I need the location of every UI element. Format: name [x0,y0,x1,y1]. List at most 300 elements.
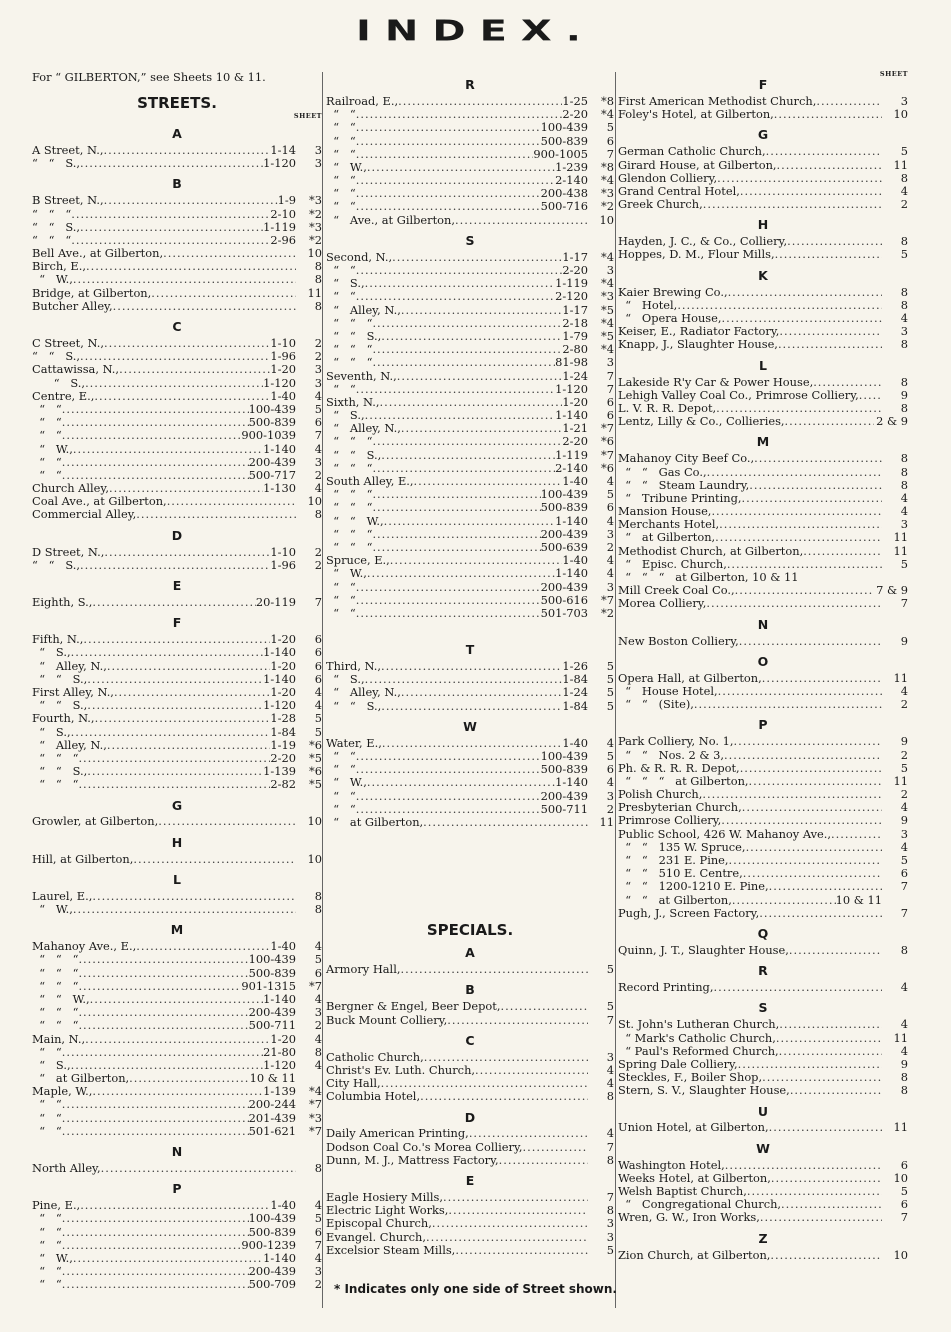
entry-name: “ W., [326,775,367,790]
dot-leader [71,726,271,739]
entry-name: “ Hotel, [618,297,678,312]
sheet-number: 4 [606,553,614,568]
sheet-number: 10 [893,1247,908,1262]
index-entry [32,287,322,300]
index-entry [326,383,614,396]
index-entry [32,509,322,522]
sheet-number: 7 [606,368,614,383]
entry-name: Mahanoy Ave., E., [32,939,137,954]
dot-leader [356,187,541,200]
entry-name: “ at Gilberton, [326,814,424,829]
sheet-number: 7 [900,1210,908,1225]
dot-leader [732,894,836,907]
sheet-number: 11 [893,670,908,685]
entry-name: “ “ [326,801,356,816]
entry-name: Christ's Ev. Luth. Church, [326,1062,476,1077]
number-range: 100-439 [540,749,588,764]
number-range: 2-18 [562,315,588,330]
sheet-number: 5 [900,853,908,868]
index-entry [32,443,322,456]
dot-leader [769,880,882,893]
entry-name: “ “ [32,1237,62,1252]
dot-leader [420,1090,588,1103]
number-range: 1-140 [263,1250,296,1265]
sheet-number: 4 [900,683,908,698]
entry-name: “ S., [32,645,71,660]
entry-name: Bergner & Engel, Beer Depot, [326,999,501,1014]
sheet-number: 2 [900,747,908,762]
entry-name: “ “ Nos. 2 & 3, [618,747,725,762]
entry-name: Opera Hall, at Gilberton, [618,670,762,685]
dot-leader [769,1121,882,1134]
dot-leader [62,416,249,429]
sheet-number: 2 [314,336,322,351]
sheet-number: 5 [314,952,322,967]
entry-name: “ “ 510 E. Centre, [618,866,743,881]
entry-name: “ “ “ [32,952,79,967]
sheet-number: 10 [893,107,908,122]
sheet-number: 4 [606,474,614,489]
entry-name: “ S., [32,375,86,390]
number-range: 1-120 [263,1057,296,1072]
number-range: 10 & 11 [249,1071,296,1086]
dot-leader [356,121,541,134]
letter-heading: L [759,357,767,373]
sheet-number: 2 [606,539,614,554]
sheet-number: 8 [900,451,908,466]
sheet-number: *3 [309,219,322,234]
dot-leader [724,749,882,762]
dot-leader [381,660,562,673]
dot-leader [94,390,270,403]
number-range: 500-839 [540,762,588,777]
index-entry [618,1249,908,1262]
letter-heading: B [172,176,182,192]
entry-name: “ “ [32,1097,62,1112]
number-range: 200-244 [248,1097,296,1112]
index-entry [326,1000,614,1013]
letter-heading: W [756,1140,770,1156]
number-range: 1-20 [270,632,296,647]
sheet-number: *5 [309,750,322,765]
dot-leader [766,145,882,158]
sheet-number: 4 [314,698,322,713]
entry-name: “ “ [32,454,62,469]
entry-name: “ “ S., [32,671,88,686]
sheet-number: 2 [314,557,322,572]
number-range: 500-839 [540,133,588,148]
sheet-number: 8 [900,234,908,249]
dot-leader [119,363,270,376]
entry-name: First Alley, N., [32,684,114,699]
entry-name: “ “ “ [326,526,373,541]
number-range: 1-25 [562,93,588,108]
index-entry [32,1019,322,1032]
entry-name: City Hall, [326,1076,381,1091]
dot-leader [397,370,563,383]
entry-name: “ “ “ [326,315,373,330]
index-entry [326,135,614,148]
sheet-number: 5 [900,144,908,159]
number-range: 1-119 [263,219,296,234]
index-entry [32,726,322,739]
dot-leader [760,1211,882,1224]
index-entry [618,894,908,907]
number-range: 901-1315 [241,978,296,993]
entry-name: Hayden, J. C., & Co., Colliery, [618,234,788,249]
sheet-number: *8 [601,93,614,108]
dot-leader [424,1051,588,1064]
sheet-number: 11 [307,285,322,300]
sheet-number: 3 [314,375,322,390]
entry-name: “ “ “ [326,355,373,370]
entry-name: Grand Central Hotel, [618,183,740,198]
number-range: 1-140 [263,441,296,456]
sheet-number: 3 [900,93,908,108]
sheet-number: 8 [900,477,908,492]
index-entry [32,221,322,234]
number-range: 2-10 [270,206,296,221]
number-range: 900-1005 [533,146,588,161]
sheet-number: 4 [314,991,322,1006]
dot-leader [728,286,882,299]
entry-name: Foley's Hotel, at Gilberton, [618,107,774,122]
sheet-number: 5 [606,659,614,674]
number-range: 21-80 [263,1044,296,1059]
sheet-number: 7 [606,1012,614,1027]
dot-leader [62,1125,249,1138]
sheet-number: 7 & 9 [876,583,908,598]
entry-name: Welsh Baptist Church, [618,1184,747,1199]
entry-name: Cattawissa, N., [32,362,120,377]
number-range: 1-19 [270,737,296,752]
entry-name: “ “ [32,401,62,416]
entry-name: “ “ W., [326,513,384,528]
number-range: 1-10 [270,544,296,559]
number-range: 1-84 [270,724,296,739]
sheet-number: 2 [606,801,614,816]
index-entry [32,778,322,791]
number-range: 10 & 11 [835,892,882,907]
number-range: 200-439 [248,1005,296,1020]
entry-name: “ “ S., [32,219,81,234]
number-range: 1-239 [555,159,588,174]
dot-leader [372,528,540,541]
number-range: 500-839 [248,415,296,430]
index-entry [326,214,614,227]
sheet-number: 5 [314,711,322,726]
sheet-number: 4 [900,1043,908,1058]
index-entry [326,1154,614,1167]
dot-leader [78,980,241,993]
dot-leader [104,546,270,559]
index-entry [326,1051,614,1064]
dot-leader [774,108,882,121]
entry-name: Church Alley, [32,481,109,496]
number-range: 1-140 [555,775,588,790]
entry-name: Hoppes, D. M., Flour Mills, [618,247,775,262]
index-entry [326,201,614,214]
letter-heading: G [757,127,769,143]
dot-leader [789,944,882,957]
dot-leader [73,1252,263,1265]
sheet-number: 4 [900,311,908,326]
entry-name: “ Episc. Church, [618,556,727,571]
spacer [326,829,614,921]
number-range: 1-79 [562,328,588,343]
number-range: 100-439 [248,952,296,967]
index-entry [326,687,614,700]
dot-leader [356,750,541,763]
letter-heading: N [171,1144,183,1160]
sheet-number: 3 [314,362,322,377]
sheet-number: 6 [314,965,322,980]
dot-leader [104,194,278,207]
index-entry [326,370,614,383]
sheet-number: 3 [900,517,908,532]
entry-name: “ Opera House, [618,311,722,326]
sheet-number: 4 [900,980,908,995]
index-entry [618,466,908,479]
index-entry [326,501,614,514]
dot-leader [779,325,882,338]
dot-leader [749,775,882,788]
entry-name: Electric Light Works, [326,1203,449,1218]
dot-leader [101,1162,296,1175]
number-range: 1-140 [555,566,588,581]
sheet-number: 8 [314,1161,322,1176]
index-entry [618,479,908,492]
dot-leader [90,993,264,1006]
dot-leader [779,1018,882,1031]
dot-leader [356,790,541,803]
entry-name: “ “ S., [32,156,81,171]
dot-leader [80,559,270,572]
entry-name: “ Alley, N., [32,658,107,673]
index-entry [32,1162,322,1175]
sheet-number: *6 [309,737,322,752]
index-entry [618,376,908,389]
page-title: INDEX. [356,14,595,48]
sheet-number: *6 [601,460,614,475]
dot-leader [62,1239,242,1252]
sheet-number: 4 [606,513,614,528]
index-entry [32,596,322,609]
index-entry [326,148,614,161]
entry-name: Catholic Church, [326,1049,424,1064]
dot-leader [365,277,556,290]
entry-name: “ “ S., [32,764,88,779]
sheet-number: *3 [601,289,614,304]
number-range: 100-439 [248,401,296,416]
dot-leader [762,672,882,685]
sheet-number: 8 [900,1070,908,1085]
sheet-number: 3 [314,156,322,171]
entry-name: “ W., [32,272,73,287]
letter-heading: S [758,1000,768,1016]
number-range: 2-120 [555,289,588,304]
sheet-number: 7 [606,146,614,161]
dot-leader [62,1046,263,1059]
sheet-number: *4 [601,173,614,188]
index-entry [32,1112,322,1125]
dot-leader [739,635,882,648]
spacer [326,620,614,636]
sheet-number: 8 [900,170,908,185]
sheet-number: 11 [893,773,908,788]
number-range: 2-20 [562,263,588,278]
entry-name: “ W., [326,566,367,581]
sheet-number: 5 [900,247,908,262]
dot-leader [381,449,555,462]
sheet-number: 3 [606,1216,614,1231]
entry-name: “ “ [32,1110,62,1125]
entry-name: “ “ 231 E. Pine, [618,853,729,868]
dot-leader [367,161,555,174]
index-entry [326,1128,614,1141]
number-range: 1-24 [562,368,588,383]
letter-heading: F [758,77,768,92]
index-entry [326,594,614,607]
dot-leader [715,531,882,544]
index-entry [618,108,908,121]
index-entry [618,762,908,775]
dot-leader [95,712,271,725]
entry-name: “ W., [326,159,367,174]
entry-name: “ “ [326,120,356,135]
index-entry [618,249,908,262]
sheet-number: 11 [893,1120,908,1135]
number-range: 1-40 [270,1198,296,1213]
letter-heading: K [758,267,768,283]
dot-leader [62,1212,249,1225]
sheet-number: 3 [900,324,908,339]
number-range: 501-621 [248,1123,296,1138]
entry-name: Bridge, at Gilberton, [32,285,152,300]
dot-leader [80,1199,270,1212]
letter-heading: U [757,1103,769,1119]
entry-name: “ “ [32,1044,62,1059]
index-entry [32,274,322,287]
sheet-number: 5 [606,672,614,687]
dot-leader [71,208,270,221]
dot-leader [392,251,562,264]
dot-leader [754,452,882,465]
index-entry [618,828,908,841]
dot-leader [401,304,563,317]
number-range: 1-20 [562,394,588,409]
section-heading: SPECIALS. [426,921,514,940]
entry-name: “ Tribune Printing, [618,490,742,505]
index-entry [618,1084,908,1097]
letter-heading: R [465,77,475,92]
index-entry [326,121,614,134]
dot-leader [86,260,296,273]
sheet-number: 10 [307,494,322,509]
dot-leader [107,739,271,752]
number-range: 1-40 [270,939,296,954]
sheet-number: 10 [307,246,322,261]
sheet-number: 11 [893,543,908,558]
index-entry [618,415,908,428]
entry-name: Weeks Hotel, at Gilberton, [618,1170,771,1185]
entry-name: Polish Church, [618,787,703,802]
sheet-number: *5 [309,777,322,792]
sheet-number: 4 [314,939,322,954]
dot-leader [356,200,541,213]
index-entry [326,1217,614,1230]
number-range: 900-1239 [241,1237,296,1252]
index-entry [618,1018,908,1031]
sheet-number: *6 [309,764,322,779]
dot-leader [448,1204,588,1217]
entry-name: Record Printing, [618,980,714,995]
dot-leader [401,422,563,435]
index-entry [326,449,614,462]
dot-leader [735,584,874,597]
number-range: 200-439 [540,526,588,541]
letter-heading: H [171,834,183,850]
index-entry [618,635,908,648]
number-range: 500-616 [540,592,588,607]
index-entry [618,749,908,762]
index-entry [618,338,908,351]
dot-leader [759,907,882,920]
number-range: 2-20 [270,750,296,765]
index-entry [326,1244,614,1257]
index-entry [618,981,908,994]
sheet-number: 7 [314,595,322,610]
entry-name: Presbyterian Church, [618,800,742,815]
index-entry [326,1141,614,1154]
sheet-number: *3 [309,1110,322,1125]
number-range: 2-82 [270,777,296,792]
sheet-number: *2 [601,199,614,214]
dot-leader [78,778,270,791]
sheet-number: *7 [309,1097,322,1112]
dot-leader [372,501,540,514]
entry-name: South Alley, E., [326,474,414,489]
sheet-number: 5 [606,487,614,502]
index-entry [326,436,614,449]
sheet-number: 7 [606,1139,614,1154]
sheet-number: 5 [606,749,614,764]
dot-leader [356,108,563,121]
sheet-number: 6 [314,632,322,647]
entry-name: “ W., [32,1250,73,1265]
index-entry [618,159,908,172]
entry-name: “ S., [32,1057,71,1072]
sheet-number: 3 [900,826,908,841]
entry-name: “ “ [32,428,62,443]
sheet-number: 2 [314,1018,322,1033]
number-range: 1-140 [263,671,296,686]
sheet-number: 11 [893,157,908,172]
number-range: 500-709 [248,1277,296,1292]
dot-leader [356,264,563,277]
sheet-number: 4 [900,839,908,854]
dot-leader [740,762,882,775]
dot-leader [158,815,296,828]
index-entry [32,660,322,673]
sheet-number: *4 [601,315,614,330]
index-entry [326,1014,614,1027]
number-range: 1-24 [562,685,588,700]
entry-name: A Street, N., [32,142,104,157]
entry-name: Mahanoy City Beef Co., [618,451,755,466]
index-entry [326,567,614,580]
entry-name: Wren, G. W., Iron Works, [618,1210,760,1225]
